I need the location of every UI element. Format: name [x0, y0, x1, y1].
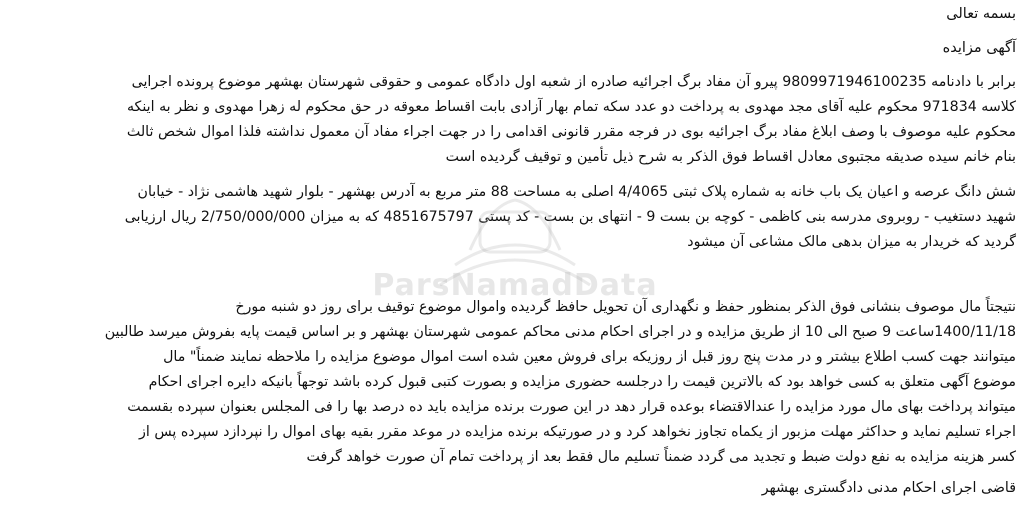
notice-title: آگهی مزایده [942, 40, 1016, 56]
paragraph-line: کسر هزینه مزایده به نفع دولت ضبط و تجدید می گردد ضمناً تسلیم مال فقط بعد از پرداخت تمام آن صورت خواهد گرفت [306, 449, 1016, 465]
paragraph-line: نتیجتاً مال موصوف بنشانی فوق الذکر بمنظور حفظ و نگهداری آن تحویل حافظ گردیده واموال موضوع توقیف برای روز دو شنبه مورخ [235, 299, 1016, 315]
paragraph-line: میتوانند جهت کسب اطلاع بیشتر و در مدت پنج روز قبل از روزیکه برای فروش معین شده است اموال موضوع مزایده را ملاحظه نمایند ضمناً" مال [163, 349, 1016, 365]
paragraph-line: شش دانگ عرصه و اعیان یک باب خانه به شماره پلاک ثبتی 4/4065 اصلی به مساحت 88 متر مربع به آدرس بهشهر - بلوار شهید هاشمی نژاد - خیابان [137, 184, 1016, 200]
judge-signature-line: قاضی اجرای احکام مدنی دادگستری بهشهر [761, 480, 1016, 496]
paragraph-line: 1400/11/18ساعت 9 صبح الی 10 از طریق مزایده و در اجرای احکام مدنی محاکم عمومی شهرستان بهشهر و بر اساس قیمت پایه بفروش میرسد طالبین [104, 324, 1016, 340]
paragraph-line: اجراء تسلیم نماید و حداکثر مهلت مزبور از یکماه تجاوز نخواهد کرد و در صورتیکه برنده مزایده در موعد مقرر بقیه بهای اموال را نپردازد سپرده پس از [139, 424, 1016, 440]
document-heading: بسمه تعالی [946, 6, 1016, 22]
paragraph-line: شهید دستغیب - روبروی مدرسه بنی کاظمی - کوچه بن بست 9 - انتهای بن بست - کد پستی 4851675797 که به میزان 2/750/000/000 ریال ارزیابی [124, 209, 1016, 225]
paragraph-line: برابر با دادنامه 9809971946100235 پیرو آن مفاد برگ اجرائیه صادره از شعبه اول دادگاه عمومی و حقوقی شهرستان بهشهر موضوع پرونده اجرایی [131, 74, 1016, 90]
paragraph-line: گردید که خریدار به میزان بدهی مالک مشاعی آن میشود [687, 234, 1016, 250]
paragraph-line: کلاسه 971834 محکوم علیه آقای مجد مهدوی به پرداخت دو عدد سکه تمام بهار آزادی بابت اقساط معوقه در حق محکوم له زهرا مهدوی و نظر به اینکه [126, 99, 1016, 115]
paragraph-line: موضوع آگهی متعلق به کسی خواهد بود که بالاترین قیمت را درجلسه حضوری مزایده و بصورت کتبی قبول کرده باشد توجهاً بانیکه دایره اجرای احکام [148, 374, 1016, 390]
paragraph-line: محکوم علیه موصوف با وصف ابلاغ مفاد برگ اجرائیه بوی در فرجه مقرر قانونی اقدامی را در جهت اجراء مفاد آن معمول نداشته فلذا اموال شخص ثالث [126, 124, 1016, 140]
paragraph-line: بنام خانم سیده صدیقه مجتبوی معادل اقساط فوق الذکر به شرح ذیل تأمین و توقیف گردیده است [445, 149, 1016, 165]
watermark-text: ParsNamadData [372, 268, 658, 303]
paragraph-line: میتواند پرداخت بهای مال مورد مزایده را عندالاقتضاء بوعده قرار دهد در این صورت برنده مزایده باید ده درصد بها را فی المجلس بعنوان سپرده بقسمت [127, 399, 1016, 415]
